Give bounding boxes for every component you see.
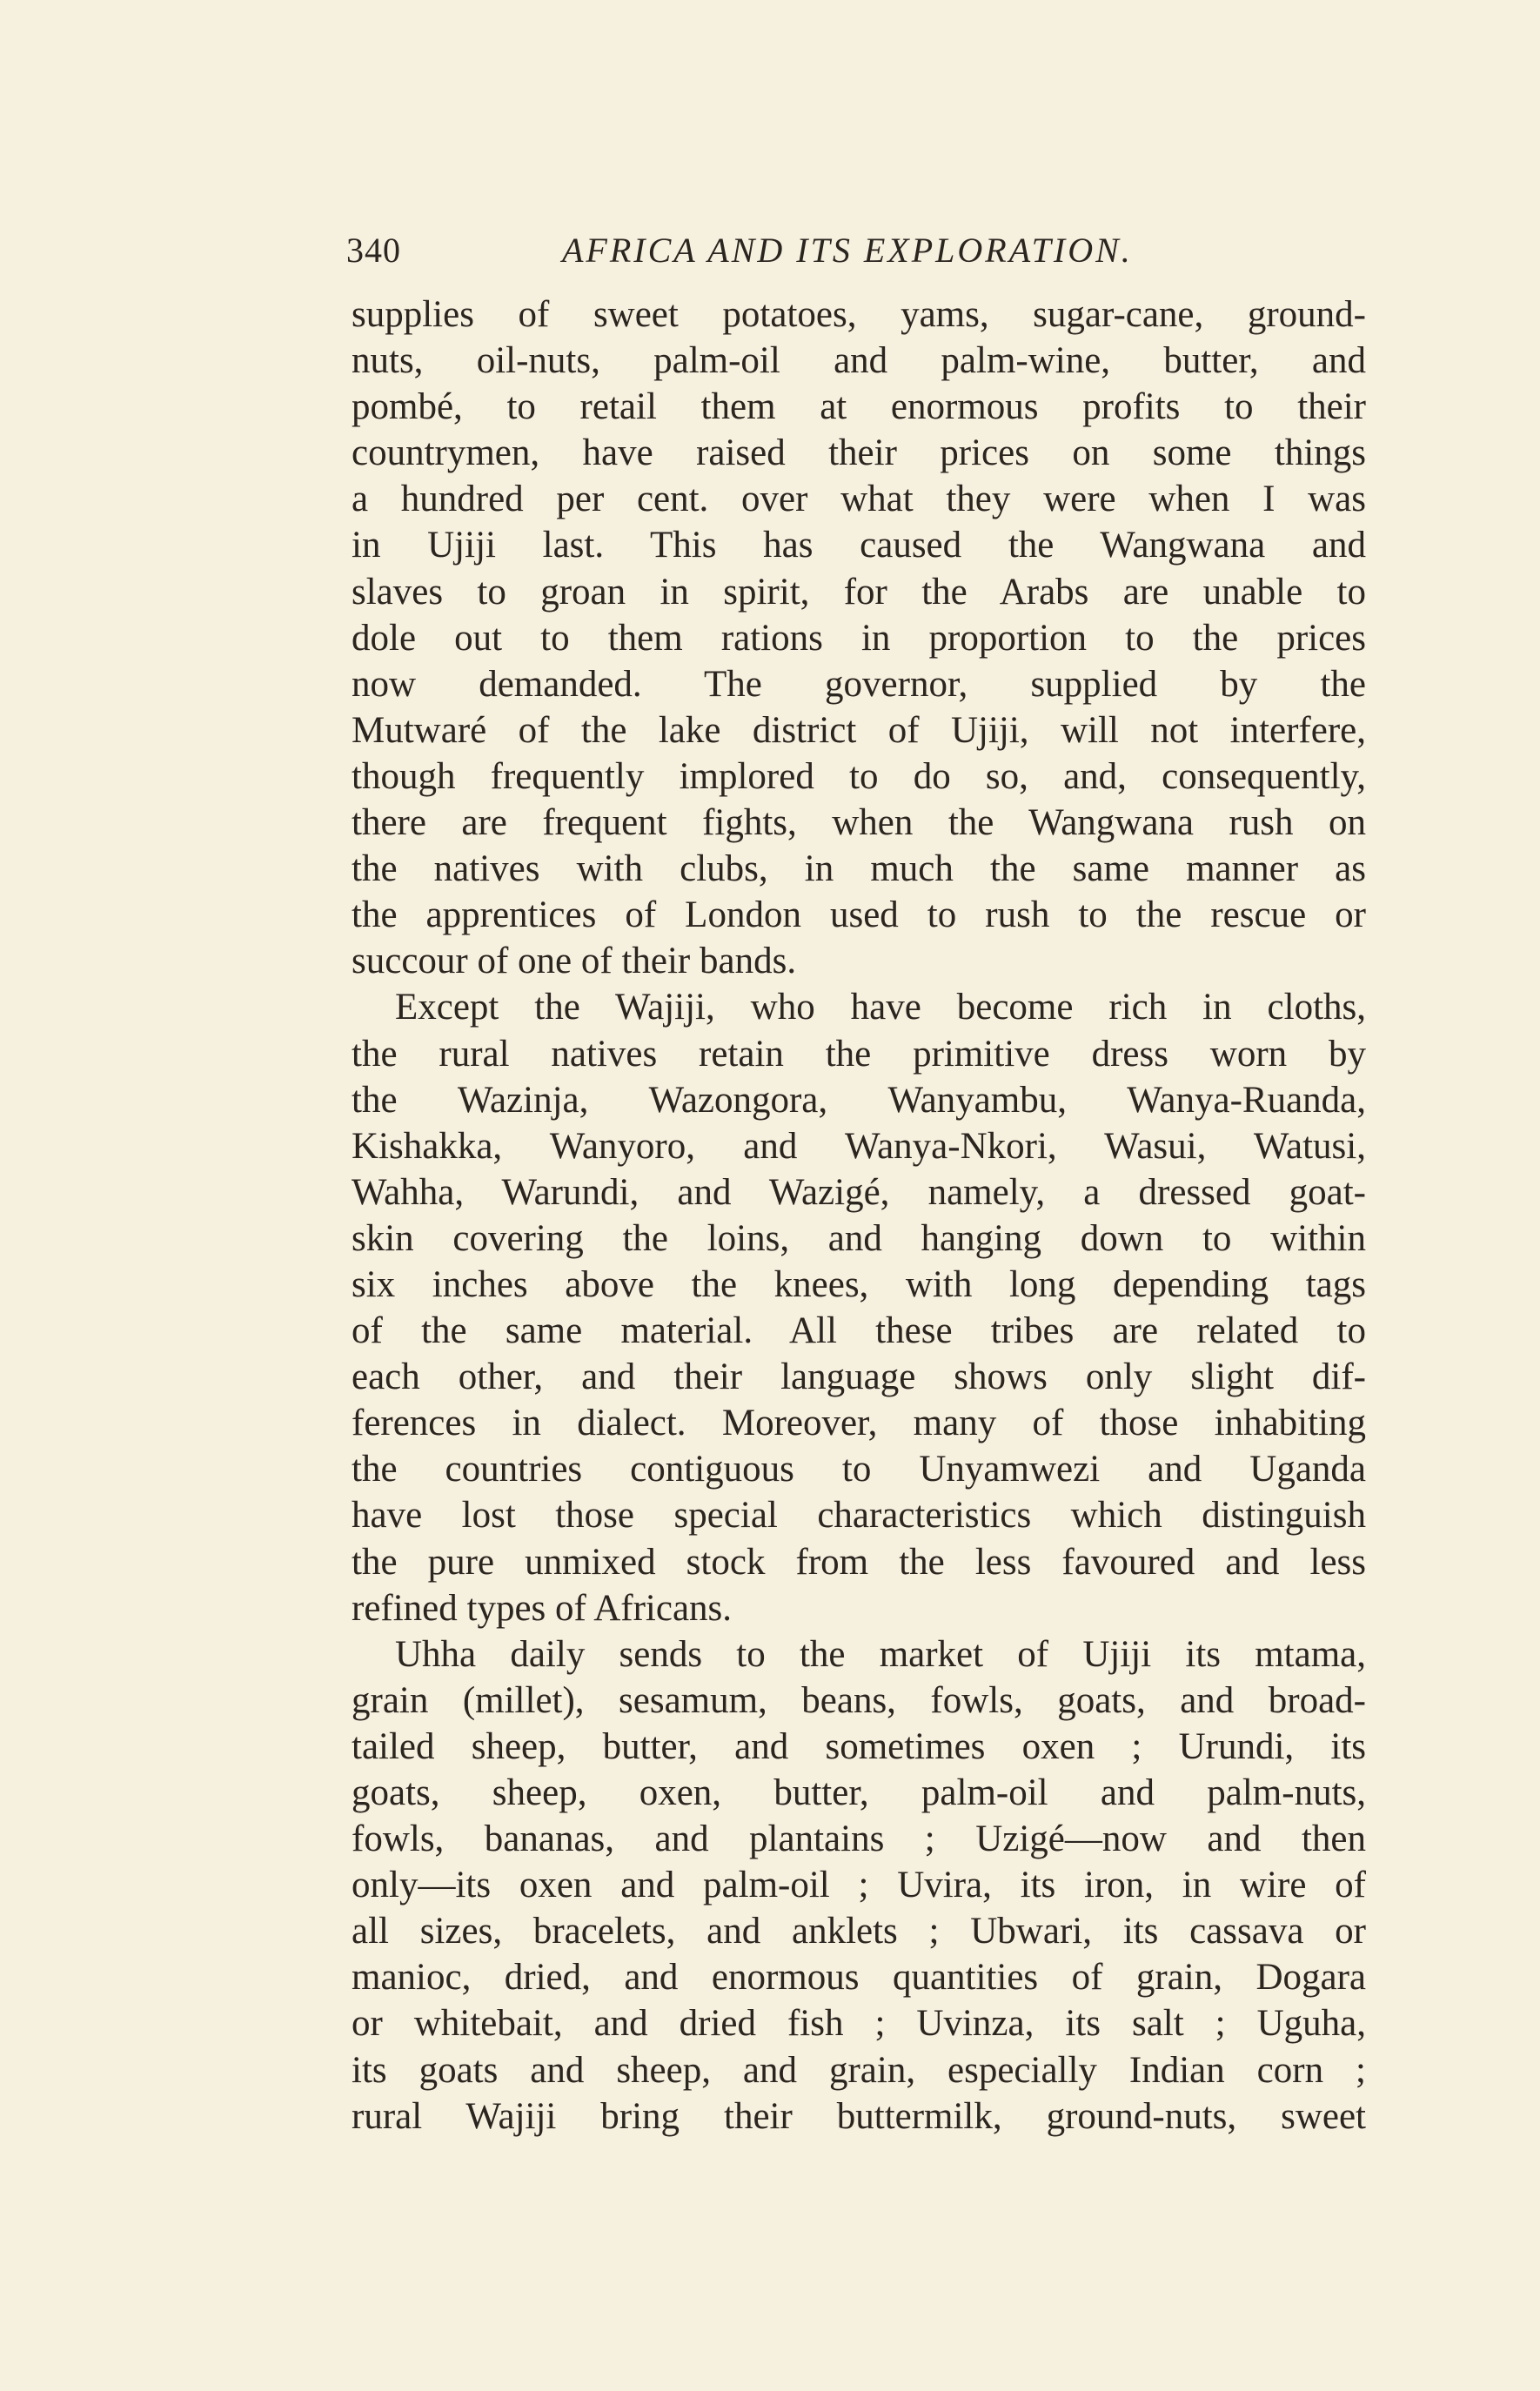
text-line: ferences in dialect. Moreover, many of those inhabiting [352, 1403, 1366, 1444]
paragraph-start-line: Except the Wajiji, who have become rich in cloths, [395, 987, 1366, 1028]
text-line: now demanded. The governor, supplied by the [352, 663, 1366, 705]
text-line: in Ujiji last. This has caused the Wangwana and [352, 525, 1366, 566]
text-line: pombé, to retail them at enormous profits to their [352, 386, 1366, 428]
text-line: the pure unmixed stock from the less favoured and less [352, 1541, 1366, 1583]
paragraph-start-line: Uhha daily sends to the market of Ujiji its mtama, [395, 1633, 1366, 1675]
text-line: its goats and sheep, and grain, especially Indian corn ; [352, 2049, 1366, 2091]
text-line: the countries contiguous to Unyamwezi and Uganda [352, 1449, 1366, 1490]
running-head [346, 224, 1375, 277]
text-line: dole out to them rations in proportion to the prices [352, 617, 1366, 659]
text-line: nuts, oil-nuts, palm-oil and palm-wine, butter, and [352, 340, 1366, 382]
text-line: the apprentices of London used to rush to the rescue or [352, 894, 1366, 936]
text-line: Mutwaré of the lake district of Ujiji, will not interfere, [352, 709, 1366, 751]
text-line: slaves to groan in spirit, for the Arabs are unable to [352, 571, 1366, 613]
body-text [352, 291, 1366, 2140]
text-line: of the same material. All these tribes are related to [352, 1310, 1366, 1352]
text-line: all sizes, bracelets, and anklets ; Ubwari, its cassava or [352, 1911, 1366, 1952]
text-line: countrymen, have raised their prices on some things [352, 432, 1366, 474]
text-line: have lost those special characteristics which distinguish [352, 1495, 1366, 1537]
text-line: the rural natives retain the primitive dress worn by [352, 1033, 1366, 1075]
text-line: fowls, bananas, and plantains ; Uzigé—now and then [352, 1818, 1366, 1860]
text-line: grain (millet), sesamum, beans, fowls, goats, and broad- [352, 1679, 1366, 1721]
running-title: AFRICA AND ITS EXPLORATION. [562, 231, 1133, 270]
text-line: there are frequent fights, when the Wangwana rush on [352, 802, 1366, 844]
text-line: goats, sheep, oxen, butter, palm-oil and palm-nuts, [352, 1772, 1366, 1813]
text-line: manioc, dried, and enormous quantities of grain, Dogara [352, 1957, 1366, 1999]
text-line: tailed sheep, butter, and sometimes oxen ; Urundi, its [352, 1725, 1366, 1767]
text-line: each other, and their language shows only slight dif- [352, 1356, 1366, 1398]
text-line: only—its oxen and palm-oil ; Uvira, its iron, in wire of [352, 1865, 1366, 1906]
text-line: though frequently implored to do so, and, consequently, [352, 755, 1366, 797]
text-line: skin covering the loins, and hanging down to within [352, 1217, 1366, 1259]
text-line: six inches above the knees, with long depending tags [352, 1263, 1366, 1305]
page-number: 340 [346, 231, 401, 270]
text-line: succour of one of their bands. [352, 941, 797, 982]
text-line: the natives with clubs, in much the same manner as [352, 848, 1366, 890]
text-line: supplies of sweet potatoes, yams, sugar-cane, ground- [352, 294, 1366, 335]
text-line: a hundred per cent. over what they were when I was [352, 479, 1366, 520]
text-line: Kishakka, Wanyoro, and Wanya-Nkori, Wasui, Watusi, [352, 1125, 1366, 1167]
text-line: refined types of Africans. [352, 1587, 733, 1629]
text-line: Wahha, Warundi, and Wazigé, namely, a dressed goat- [352, 1171, 1366, 1213]
text-line: rural Wajiji bring their buttermilk, ground-nuts, sweet [352, 2095, 1366, 2137]
text-line: the Wazinja, Wazongora, Wanyambu, Wanya-Ruanda, [352, 1079, 1366, 1121]
text-line: or whitebait, and dried fish ; Uvinza, its salt ; Uguha, [352, 2003, 1366, 2045]
